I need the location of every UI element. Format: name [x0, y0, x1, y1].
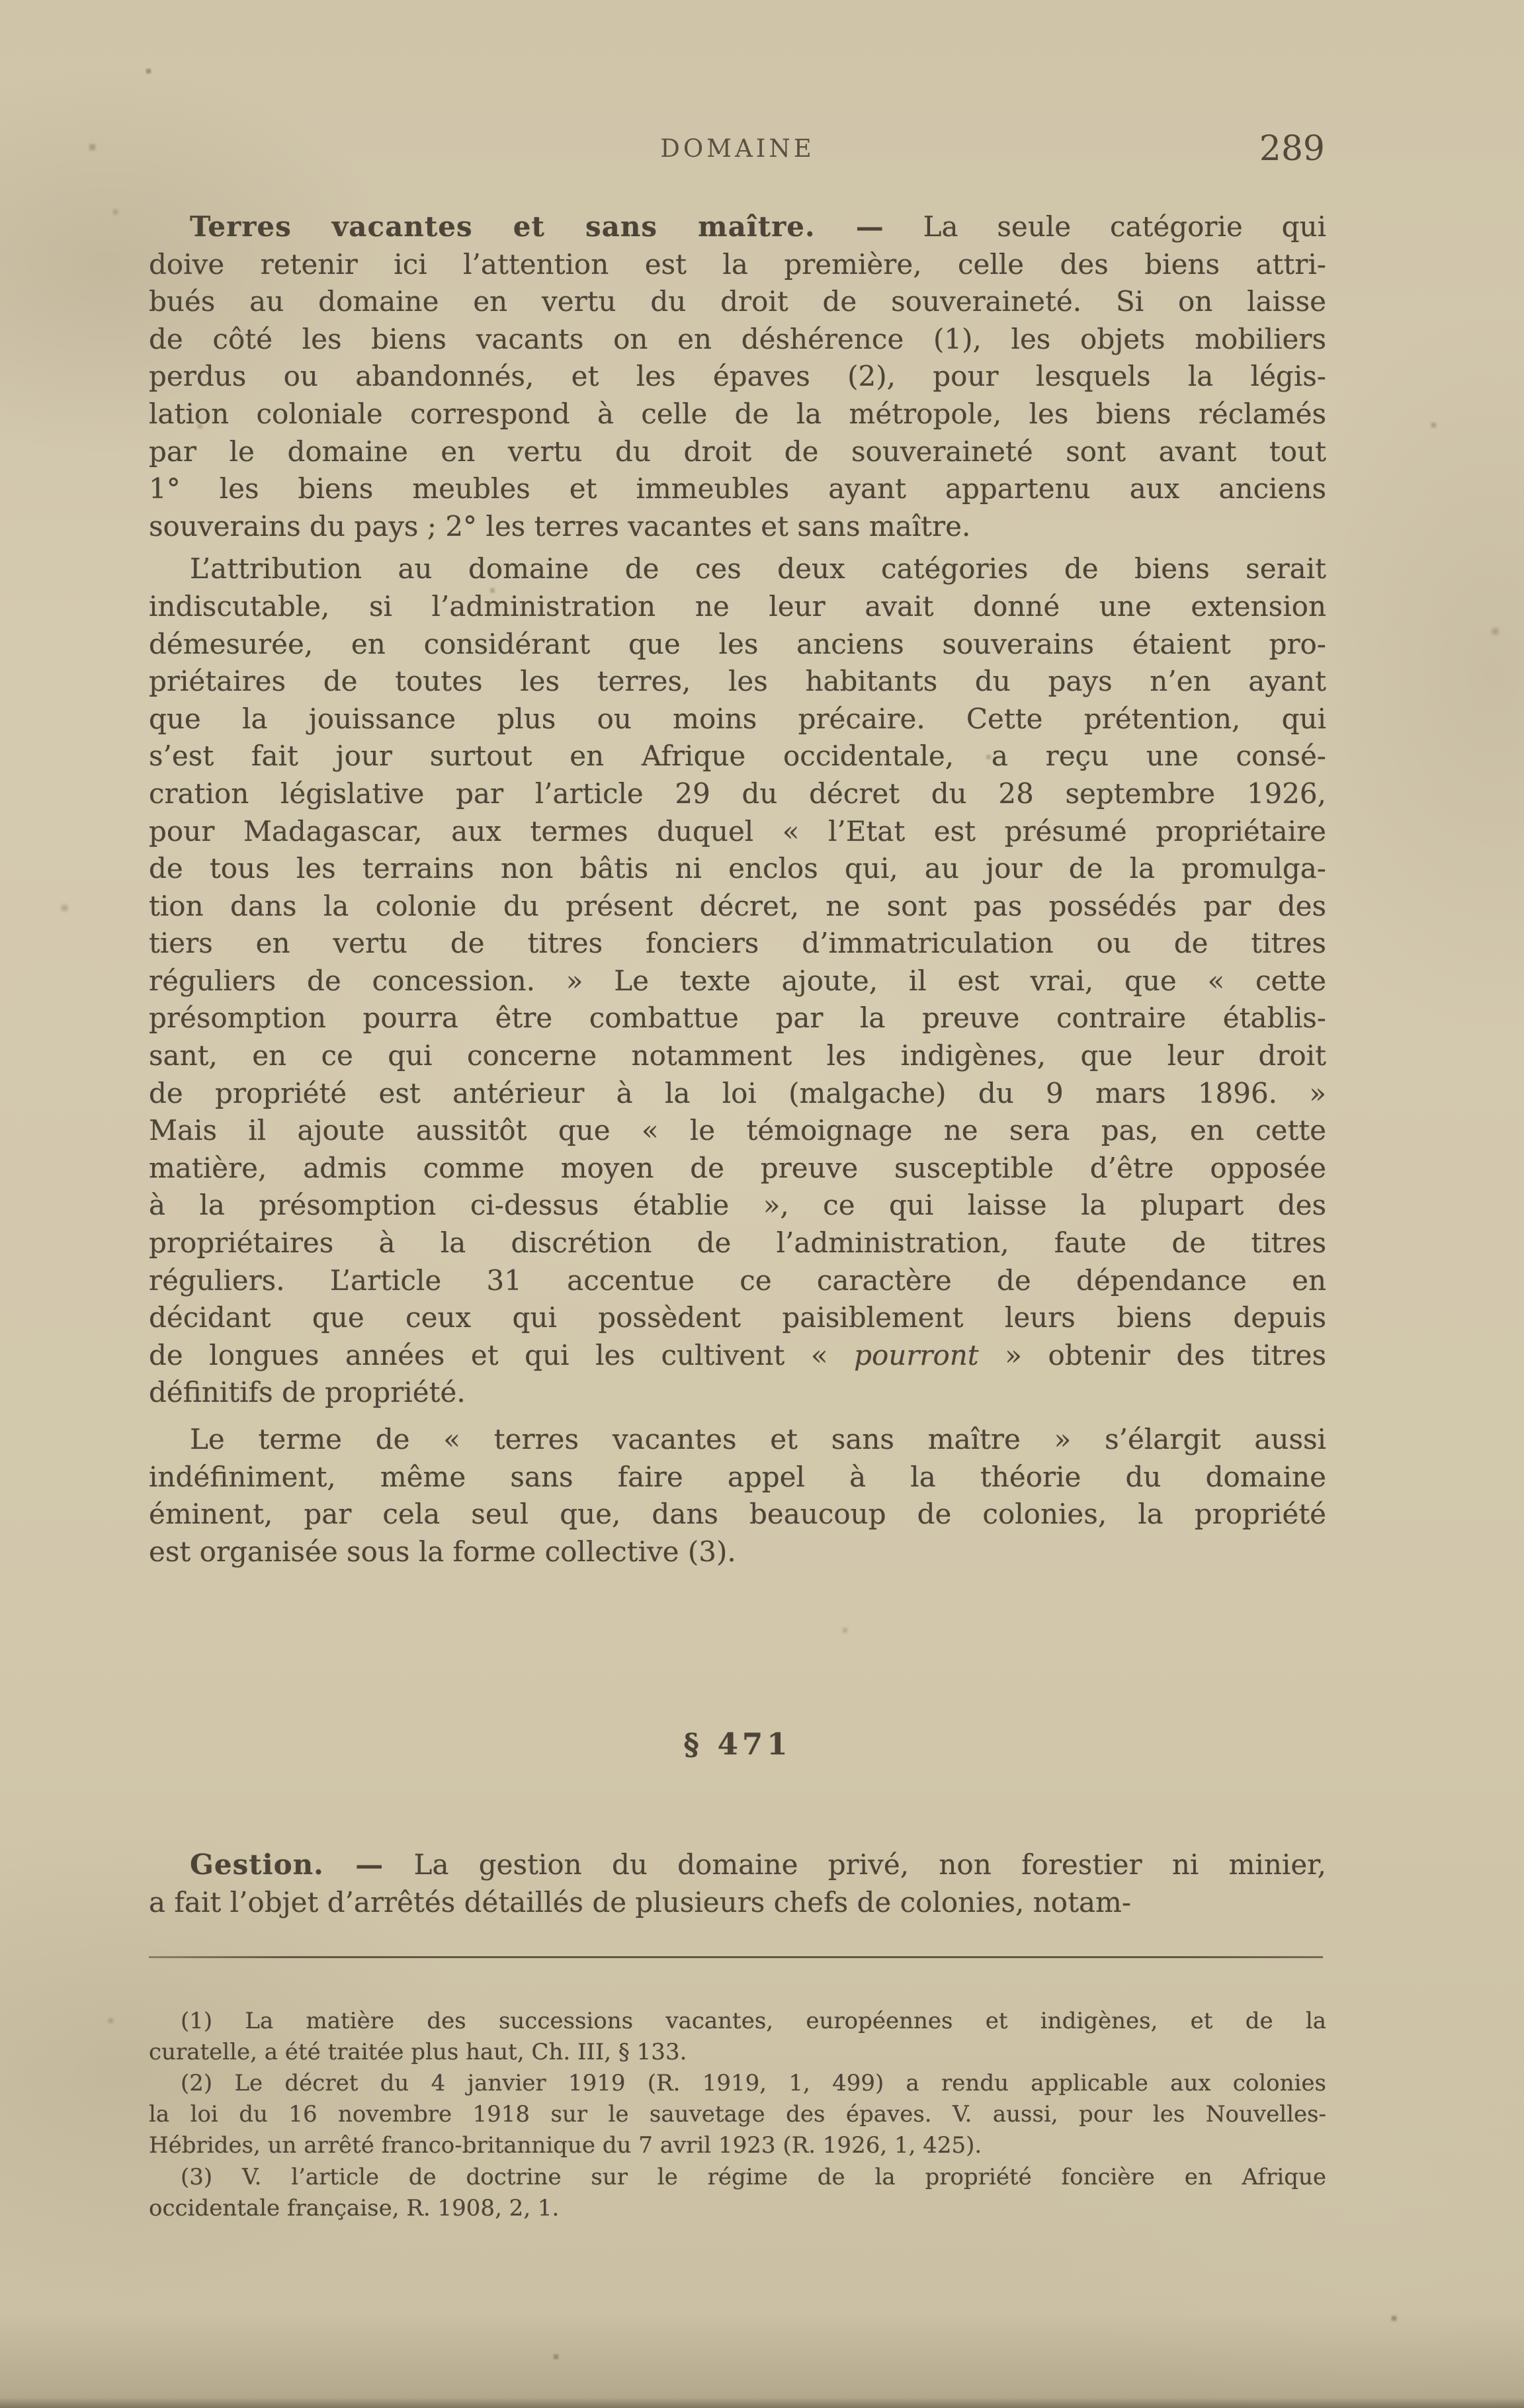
text-line	[149, 2037, 1326, 2068]
text-segment: doive retenir ici l’attention est la première, celle des biens attri-	[149, 247, 1326, 280]
text-segment: de longues années et qui les cultivent «	[149, 1338, 855, 1371]
text-segment: Terres vacantes et sans maître. —	[190, 210, 884, 243]
text-line	[149, 888, 1326, 925]
text-line	[149, 1421, 1326, 1459]
text-line	[149, 963, 1326, 1000]
footnote-separator-rule	[149, 1956, 1323, 1958]
text-line	[149, 663, 1326, 701]
text-segment: Le terme de « terres vacantes et sans maître » s’élargit aussi	[190, 1423, 1326, 1455]
paragraph-attribution	[149, 550, 1326, 1412]
text-segment: a fait l’objet d’arrêtés détaillés de plusieurs chefs de colonies, notam-	[149, 1885, 1132, 1918]
text-line	[149, 1262, 1326, 1300]
section-heading: § 471	[683, 1727, 792, 1762]
text-segment: (3) V. l’article de doctrine sur le régime de la propriété foncière en Afrique	[181, 2163, 1326, 2190]
text-segment: est organisée sous la forme collective (3).	[149, 1535, 736, 1568]
text-line	[149, 925, 1326, 963]
footnote-2	[149, 2068, 1326, 2162]
text-line	[149, 2162, 1326, 2193]
footnote-3	[149, 2162, 1326, 2224]
text-line	[149, 626, 1326, 664]
text-segment: perdus ou abandonnés, et les épaves (2), pour lesquels la légis-	[149, 360, 1326, 393]
text-segment: s’est fait jour surtout en Afrique occidentale, a reçu une consé-	[149, 740, 1326, 773]
text-line	[149, 508, 1326, 546]
text-segment: La gestion du domaine privé, non forestier ni minier,	[384, 1848, 1326, 1881]
text-segment: définitifs de propriété.	[149, 1376, 466, 1409]
text-line	[149, 1187, 1326, 1225]
paper-specks	[0, 0, 3, 3]
paragraph-le-terme	[149, 1421, 1326, 1570]
text-segment: pour Madagascar, aux termes duquel « l’Etat est présumé propriétaire	[149, 814, 1326, 847]
text-line	[149, 1533, 1326, 1571]
running-title: DOMAINE	[660, 134, 815, 163]
text-segment: cration législative par l’article 29 du décret du 28 septembre 1926,	[149, 777, 1326, 810]
text-line	[149, 283, 1326, 321]
text-segment: de tous les terrains non bâtis ni enclos qui, au jour de la promulga-	[149, 852, 1326, 885]
text-line	[149, 550, 1326, 588]
text-line	[149, 2099, 1326, 2130]
text-line	[149, 813, 1326, 851]
text-line	[149, 1299, 1326, 1337]
text-segment: réguliers. L’article 31 accentue ce caractère de dépendance en	[149, 1264, 1326, 1297]
page-content	[149, 129, 1326, 2224]
text-line	[149, 2068, 1326, 2099]
running-head	[149, 129, 1326, 170]
text-line	[149, 1374, 1326, 1412]
text-segment: de côté les biens vacants on en déshérence (1), les objets mobiliers	[149, 322, 1326, 355]
text-segment: (2) Le décret du 4 janvier 1919 (R. 1919, 1, 499) a rendu applicable aux colonies	[181, 2069, 1326, 2096]
text-line	[149, 470, 1326, 508]
text-line	[149, 1846, 1326, 1884]
text-line	[149, 358, 1326, 396]
text-line	[149, 2130, 1326, 2161]
text-line	[149, 775, 1326, 813]
body-text	[149, 208, 1326, 1570]
text-line	[149, 1112, 1326, 1150]
text-line	[149, 1884, 1326, 1922]
paragraph-gestion	[149, 1846, 1326, 1921]
text-line	[149, 396, 1326, 433]
text-line	[149, 1037, 1326, 1075]
text-segment: priétaires de toutes les terres, les habitants du pays n’en ayant	[149, 665, 1326, 698]
text-segment: curatelle, a été traitée plus haut, Ch. III, § 133.	[149, 2038, 687, 2065]
text-segment: » obtenir des titres	[978, 1338, 1326, 1371]
text-line	[149, 1337, 1326, 1375]
page-number: 289	[1259, 129, 1325, 169]
text-segment: Gestion. —	[190, 1848, 384, 1881]
text-line	[149, 588, 1326, 626]
text-line	[149, 1459, 1326, 1496]
paragraph-terres-vacantes	[149, 208, 1326, 545]
text-segment: indiscutable, si l’administration ne leur avait donné une extension	[149, 589, 1326, 623]
footnotes	[149, 2006, 1326, 2224]
text-line	[149, 208, 1326, 246]
text-line	[149, 1496, 1326, 1533]
text-line	[149, 2193, 1326, 2224]
text-line	[149, 1225, 1326, 1262]
footnote-1	[149, 2006, 1326, 2068]
text-segment: 1° les biens meubles et immeubles ayant appartenu aux anciens	[149, 472, 1326, 505]
text-segment: lation coloniale correspond à celle de la métropole, les biens réclamés	[149, 397, 1326, 430]
text-segment: tiers en vertu de titres fonciers d’immatriculation ou de titres	[149, 927, 1326, 960]
text-line	[149, 850, 1326, 888]
text-line	[149, 701, 1326, 738]
text-segment: La seule catégorie qui	[884, 210, 1327, 243]
text-line	[149, 433, 1326, 471]
text-segment: éminent, par cela seul que, dans beaucoup de colonies, la propriété	[149, 1498, 1326, 1531]
text-segment: par le domaine en vertu du droit de souveraineté sont avant tout	[149, 435, 1326, 468]
text-segment: occidentale française, R. 1908, 2, 1.	[149, 2194, 560, 2221]
text-line	[149, 738, 1326, 775]
text-line	[149, 246, 1326, 284]
text-line	[149, 2006, 1326, 2037]
text-segment: présomption pourra être combattue par la preuve contraire établis-	[149, 1002, 1326, 1035]
text-segment: démesurée, en considérant que les anciens souverains étaient pro-	[149, 627, 1326, 660]
text-segment: (1) La matière des successions vacantes, européennes et indigènes, et de la	[181, 2007, 1326, 2034]
text-segment: L’attribution au domaine de ces deux catégories de biens serait	[190, 552, 1326, 585]
text-segment: matière, admis comme moyen de preuve susceptible d’être opposée	[149, 1151, 1326, 1184]
text-segment: bués au domaine en vertu du droit de souveraineté. Si on laisse	[149, 285, 1326, 318]
text-segment: propriétaires à la discrétion de l’administration, faute de titres	[149, 1226, 1326, 1260]
text-line	[149, 1150, 1326, 1187]
text-segment: Hébrides, un arrêté franco-britannique du 7 avril 1923 (R. 1926, 1, 425).	[149, 2132, 982, 2159]
text-segment: tion dans la colonie du présent décret, ne sont pas possédés par des	[149, 889, 1326, 922]
text-line	[149, 1000, 1326, 1037]
text-segment: sant, en ce qui concerne notamment les indigènes, que leur droit	[149, 1039, 1326, 1072]
text-segment: que la jouissance plus ou moins précaire. Cette prétention, qui	[149, 702, 1326, 735]
text-segment: réguliers de concession. » Le texte ajoute, il est vrai, que « cette	[149, 964, 1326, 997]
text-segment: souverains du pays ; 2° les terres vacantes et sans maître.	[149, 509, 971, 542]
text-segment: Mais il ajoute aussitôt que « le témoignage ne sera pas, en cette	[149, 1114, 1326, 1147]
text-segment: pourront	[854, 1338, 979, 1371]
text-segment: de propriété est antérieur à la loi (malgache) du 9 mars 1896. »	[149, 1076, 1326, 1109]
text-line	[149, 321, 1326, 359]
text-segment: décidant que ceux qui possèdent paisiblement leurs biens depuis	[149, 1301, 1326, 1334]
text-segment: la loi du 16 novembre 1918 sur le sauvetage des épaves. V. aussi, pour les Nouvelles-	[149, 2101, 1326, 2128]
text-segment: à la présomption ci-dessus établie », ce qui laisse la plupart des	[149, 1189, 1326, 1222]
gestion-block	[149, 1846, 1326, 1921]
text-line	[149, 1075, 1326, 1113]
text-segment: indéfiniment, même sans faire appel à la théorie du domaine	[149, 1460, 1326, 1493]
